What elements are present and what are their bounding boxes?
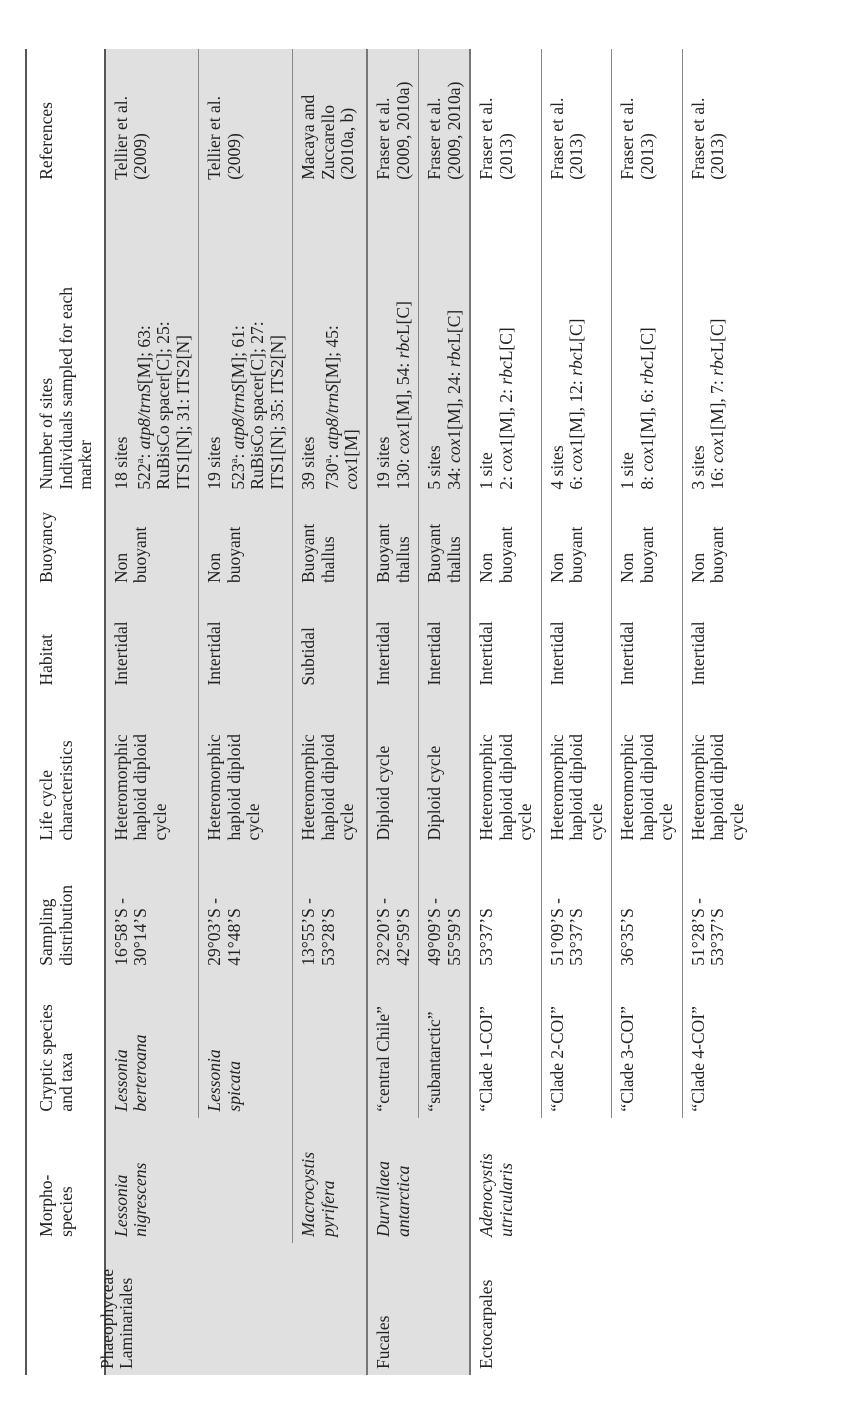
table-header-row — [26, 49, 105, 1375]
morpho-cell: Durvillaea antarctica — [373, 1161, 413, 1237]
sampling-cell: 13°55’S - 53°28’S — [293, 846, 368, 971]
sites-cell — [470, 186, 541, 496]
sites-cell — [105, 186, 199, 496]
references-cell: Tellier et al. (2009) — [204, 95, 244, 180]
header-references: References — [26, 49, 105, 186]
habitat-cell: Intertidal — [687, 621, 708, 686]
sites-cell — [541, 186, 612, 496]
sites-count: 39 sites — [298, 436, 319, 490]
header-life-cycle: Life cycle characteristics — [26, 692, 105, 847]
habitat-cell: Intertidal — [367, 589, 419, 692]
table-row — [470, 49, 541, 1375]
sites-markers: 522$^a$: atp8/trnS[M]; 63: RuBisCo spacer[C]; 25: ITS1[N]; 31: ITS2[N] — [133, 321, 193, 490]
sites-markers: 2: cox1[M], 2: rbcL[C] — [495, 327, 516, 490]
sites-count: 5 sites — [424, 445, 445, 490]
buoyancy-cell: Buoyant thallus — [367, 496, 419, 589]
header-morpho-species: Morpho- species — [26, 1118, 105, 1243]
sampling-cell: 32°20’S - 42°59’S — [367, 846, 419, 971]
sites-cell — [682, 186, 752, 496]
habitat-cell: Subtidal — [293, 589, 368, 692]
cryptic-cell: “Clade 3-COI” — [612, 972, 683, 1118]
cryptic-cell: “central Chile” — [367, 972, 419, 1118]
morpho-cell: Macrocystis pyrifera — [293, 1118, 368, 1243]
references-cell: Macaya and Zuccarello (2010a, b) — [293, 49, 368, 186]
sites-markers: 6: cox1[M], 12: rbcL[C] — [566, 318, 587, 490]
order-cell — [612, 1243, 683, 1375]
sites-markers: 34: cox1[M], 24: rbcL[C] — [443, 309, 464, 490]
header-sampling-distribution: Sampling distribution — [26, 846, 105, 971]
sites-cell — [612, 186, 683, 496]
sites-count: 4 sites — [546, 445, 567, 490]
references-cell: Fraser et al. (2009, 2010a) — [367, 49, 419, 186]
sampling-cell: 16°58’S - 30°14’S — [105, 846, 199, 971]
sampling-cell: 36°35’S — [612, 846, 683, 971]
lifecycle-cell: Heteromorphic haploid diploid cycle — [470, 692, 541, 847]
morpho-cell — [199, 1118, 293, 1243]
references-cell: Fraser et al. (2013) — [541, 49, 612, 186]
header-order — [26, 1243, 105, 1375]
sites-markers: 523$^a$: atp8/trnS[M]; 61: RuBisCo spacer[C]; 27: ITS1[N]; 35: ITS2[N] — [227, 321, 287, 490]
cryptic-cell — [293, 972, 368, 1118]
cryptic-cell: “Clade 1-COI” — [470, 972, 541, 1118]
sites-cell — [293, 186, 368, 496]
buoyancy-cell: Non buoyant — [541, 496, 612, 589]
buoyancy-cell: Buoyant thallus — [419, 496, 471, 589]
cryptic-cell: Lessonia berteroana — [105, 972, 199, 1118]
sites-markers: 130: cox1[M], 54: rbcL[C] — [392, 301, 413, 490]
sites-count: 18 sites — [110, 436, 131, 490]
table-row — [367, 49, 419, 1375]
sites-count: 3 sites — [687, 445, 708, 490]
sampling-cell: 53°37’S — [470, 846, 541, 971]
sampling-cell: 51°09’S - 53°37’S — [541, 846, 612, 971]
lifecycle-cell: Heteromorphic haploid diploid cycle — [687, 734, 747, 841]
buoyancy-cell: Non buoyant — [687, 526, 728, 584]
buoyancy-cell: Buoyant thallus — [293, 496, 368, 589]
sampling-cell: 51°28’S - 53°37’S — [687, 897, 728, 966]
table-row — [105, 49, 199, 1375]
habitat-cell: Intertidal — [470, 589, 541, 692]
order-cell — [419, 1243, 471, 1375]
sites-cell — [199, 186, 293, 496]
header-sites: Number of sites Individuals sampled for each marker — [26, 186, 105, 496]
habitat-cell: Intertidal — [419, 589, 471, 692]
sites-cell — [367, 186, 419, 496]
sites-cell — [419, 186, 471, 496]
table-row — [199, 49, 293, 1375]
lifecycle-cell: Heteromorphic haploid diploid cycle — [105, 692, 199, 847]
table-row — [682, 49, 752, 1375]
references-cell: Fraser et al. (2013) — [612, 49, 683, 186]
table-row — [293, 49, 368, 1375]
references-cell: Tellier et al. (2009) — [105, 49, 199, 186]
morpho-cell — [419, 1118, 471, 1243]
references-cell: Fraser et al. (2013) — [470, 49, 541, 186]
lifecycle-cell: Heteromorphic haploid diploid cycle — [293, 692, 368, 847]
class-label: Phaeophyceae — [96, 1268, 117, 1369]
order-cell: Ectocarpales — [476, 1279, 497, 1369]
sites-count: 1 site — [617, 452, 638, 490]
sites-count: 1 site — [476, 452, 497, 490]
morpho-cell: Adenocystis utricularis — [476, 1153, 516, 1237]
buoyancy-cell: Non buoyant — [470, 496, 541, 589]
table-row — [612, 49, 683, 1375]
cryptic-cell: “Clade 4-COI” — [687, 1006, 708, 1112]
sampling-cell: 29°03’S - 41°48’S — [204, 897, 244, 966]
header-buoyancy: Buoyancy — [26, 496, 105, 589]
habitat-cell: Intertidal — [105, 589, 199, 692]
species-table — [25, 49, 752, 1375]
order-cell — [96, 1243, 199, 1375]
lifecycle-cell: Heteromorphic haploid diploid cycle — [612, 692, 683, 847]
sites-count: 19 sites — [373, 436, 394, 490]
habitat-cell: Intertidal — [204, 621, 225, 686]
cryptic-cell: “Clade 2-COI” — [541, 972, 612, 1118]
cryptic-cell: Lessonia spicata — [204, 1049, 244, 1112]
morpho-cell — [612, 1118, 683, 1243]
sampling-cell: 49°09’S - 55°59’S — [419, 846, 471, 971]
table-row — [419, 49, 471, 1375]
order-cell — [199, 1243, 293, 1375]
order-cell — [541, 1243, 612, 1375]
habitat-cell: Intertidal — [612, 589, 683, 692]
morpho-cell: Lessonia nigrescens — [110, 1162, 150, 1237]
lifecycle-cell: Heteromorphic haploid diploid cycle — [204, 734, 264, 841]
buoyancy-cell: Non buoyant — [612, 496, 683, 589]
order-cell — [682, 1243, 752, 1375]
header-cryptic-species: Cryptic species and taxa — [26, 972, 105, 1118]
table-row — [541, 49, 612, 1375]
sites-markers: 16: cox1[M], 7: rbcL[C] — [707, 318, 728, 490]
morpho-cell — [541, 1118, 612, 1243]
lifecycle-cell: Diploid cycle — [419, 692, 471, 847]
sites-markers: 8: cox1[M], 6: rbcL[C] — [636, 327, 657, 490]
lifecycle-cell: Heteromorphic haploid diploid cycle — [541, 692, 612, 847]
buoyancy-cell: Non buoyant — [204, 526, 244, 584]
header-habitat: Habitat — [26, 589, 105, 692]
cryptic-cell: “subantarctic” — [419, 972, 471, 1118]
sites-count: 19 sites — [204, 436, 225, 490]
morpho-cell — [682, 1118, 752, 1243]
lifecycle-cell: Diploid cycle — [367, 692, 419, 847]
order-cell — [293, 1243, 368, 1375]
order-cell: Fucales — [373, 1315, 394, 1369]
references-cell: Fraser et al. (2009, 2010a) — [419, 49, 471, 186]
habitat-cell: Intertidal — [541, 589, 612, 692]
order-label: Laminariales — [116, 1277, 136, 1369]
references-cell: Fraser et al. (2013) — [687, 97, 728, 180]
sites-markers: 730$^a$: atp8/trnS[M]; 45: cox1[M] — [321, 325, 361, 490]
buoyancy-cell: Non buoyant — [105, 496, 199, 589]
